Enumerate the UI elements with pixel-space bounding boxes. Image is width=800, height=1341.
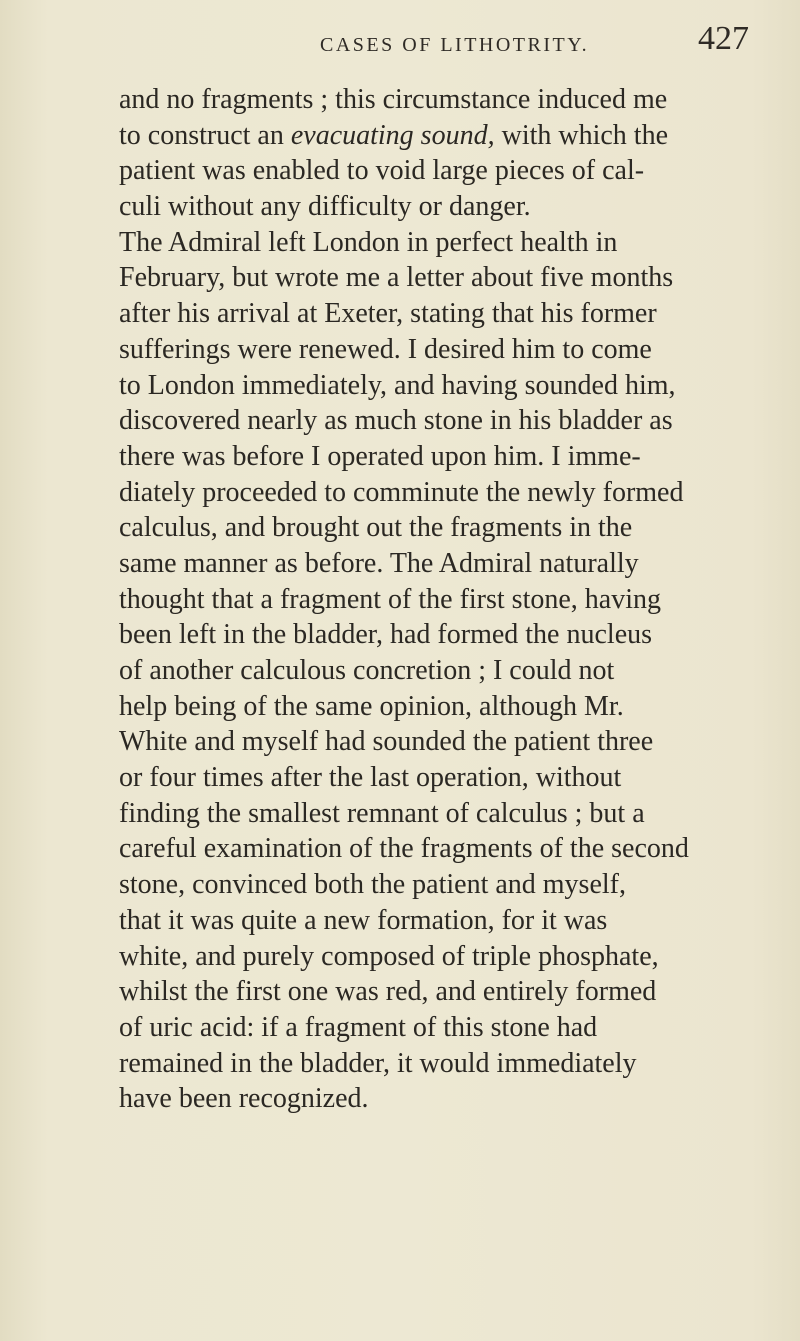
text-line-16: been left in the bladder, had formed the nucleus <box>119 619 653 651</box>
text-line-21: finding the smallest remnant of calculus ; but a <box>119 797 645 829</box>
text-line-18: help being of the same opinion, although Mr. <box>119 690 624 722</box>
running-head: CASES OF LITHOTRITY. <box>320 34 590 56</box>
text-line-11: there was before I operated upon him. I imme- <box>119 440 641 472</box>
page-header <box>0 20 800 60</box>
text-line-1: and no fragments ; this circumstance induced me <box>119 84 668 115</box>
text-line-7: after his arrival at Exeter, stating that his former <box>119 298 657 330</box>
text-line-22: careful examination of the fragments of the second <box>119 833 689 865</box>
text-line-4: culi without any difficulty or danger. <box>119 191 531 223</box>
text-line-14: same manner as before. The Admiral naturally <box>119 547 639 579</box>
text-line-10: discovered nearly as much stone in his bladder as <box>119 405 673 437</box>
text-line-27: of uric acid: if a fragment of this stone had <box>119 1011 598 1043</box>
text-line-25: white, and purely composed of triple phosphate, <box>119 940 659 972</box>
text-line-29: have been recognized. <box>119 1083 369 1115</box>
text-line-13: calculus, and brought out the fragments in the <box>119 512 633 544</box>
text-line-15: thought that a fragment of the first stone, having <box>119 583 661 615</box>
text-line-2 <box>119 118 769 154</box>
text-line-19: White and myself had sounded the patient three <box>119 726 654 758</box>
text-line-28: remained in the bladder, it would immediately <box>119 1047 637 1079</box>
text-line-5: The Admiral left London in perfect health in <box>119 226 618 258</box>
text-line-24: that it was quite a new formation, for it was <box>119 904 608 936</box>
text-line-23: stone, convinced both the patient and myself, <box>119 869 626 901</box>
text-line-6: February, but wrote me a letter about five months <box>119 262 674 294</box>
text-line-20: or four times after the last operation, without <box>119 762 622 794</box>
text-line-3: patient was enabled to void large pieces of cal- <box>119 155 645 187</box>
text-line-8: sufferings were renewed. I desired him to come <box>119 333 652 365</box>
text-line-9: to London immediately, and having sounded him, <box>119 369 676 401</box>
page-number: 427 <box>698 20 749 57</box>
text-line-26: whilst the first one was red, and entirely formed <box>119 976 657 1008</box>
text-line-12: diately proceeded to comminute the newly formed <box>119 476 684 508</box>
text-line-17: of another calculous concretion ; I could not <box>119 655 615 686</box>
text-line-2-start: to construct an <box>119 119 291 151</box>
text-line-2-italic: evacuating sound, <box>290 119 495 151</box>
body-text <box>119 82 769 1117</box>
text-line-2-end: with which the <box>494 119 669 151</box>
